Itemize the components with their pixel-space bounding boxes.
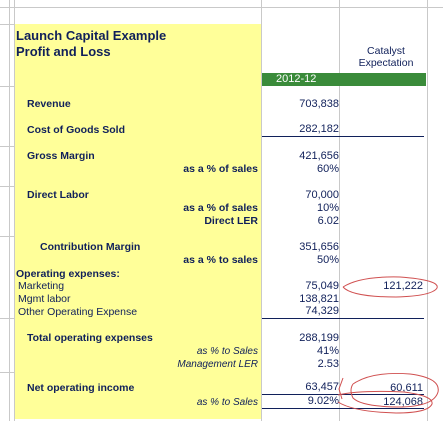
revenue-value[interactable]: 703,838 xyxy=(299,98,339,110)
catalyst-expectation-header xyxy=(345,45,427,69)
total-opex-pct-label[interactable]: as % to Sales xyxy=(196,346,258,357)
row-gridline xyxy=(0,86,14,87)
gross-margin-pct-label[interactable]: as a % of sales xyxy=(183,163,258,175)
direct-labor-pct-value[interactable]: 10% xyxy=(316,202,339,214)
row-gridline xyxy=(0,236,14,237)
direct-labor-label[interactable]: Direct Labor xyxy=(27,189,89,201)
mgmt-ler-label[interactable]: Management LER xyxy=(177,359,258,370)
cogs-value[interactable]: 282,182 xyxy=(262,123,424,137)
contribution-pct-value[interactable]: 50% xyxy=(316,254,339,266)
report-title xyxy=(16,28,166,60)
contribution-margin-label[interactable]: Contribution Margin xyxy=(40,241,141,253)
row-gridline xyxy=(0,186,14,187)
row-gridline xyxy=(0,24,14,25)
other-opex-value[interactable]: 74,329 xyxy=(262,305,424,319)
gross-margin-pct-value[interactable]: 60% xyxy=(316,163,339,175)
direct-labor-value[interactable]: 70,000 xyxy=(305,189,339,201)
cogs-label[interactable]: Cost of Goods Sold xyxy=(27,124,125,136)
company-name: Launch Capital Example xyxy=(16,28,167,43)
period-header-cell[interactable]: 2012-12 xyxy=(262,73,426,86)
contribution-margin-value[interactable]: 351,656 xyxy=(299,241,339,253)
marketing-label[interactable]: Marketing xyxy=(18,280,65,292)
column-gridline xyxy=(9,0,10,421)
contribution-pct-label[interactable]: as a % to sales xyxy=(183,254,258,266)
statement-name: Profit and Loss xyxy=(16,44,111,59)
net-income-label[interactable]: Net operating income xyxy=(27,382,135,394)
mgmt-labor-label[interactable]: Mgmt labor xyxy=(18,293,71,305)
mgmt-ler-value[interactable]: 2.53 xyxy=(317,358,339,370)
net-income-value[interactable]: 63,457 xyxy=(262,381,424,395)
column-gridline xyxy=(427,0,428,421)
total-opex-value[interactable]: 288,199 xyxy=(299,332,339,344)
operating-expenses-header[interactable]: Operating expenses: xyxy=(16,268,120,280)
gross-margin-label[interactable]: Gross Margin xyxy=(27,150,95,162)
mgmt-labor-value[interactable]: 138,821 xyxy=(299,293,339,305)
marketing-expectation-value[interactable]: 121,222 xyxy=(383,280,423,292)
top-row-strip xyxy=(0,0,443,8)
catalyst-header-line1: Catalyst xyxy=(367,45,405,57)
marketing-value[interactable]: 75,049 xyxy=(305,280,339,292)
net-income-pct-value[interactable]: 9.02% xyxy=(262,395,424,409)
column-gridline xyxy=(14,0,15,421)
catalyst-header-line2: Expectation xyxy=(358,57,414,69)
direct-ler-value[interactable]: 6.02 xyxy=(317,215,339,227)
row-gridline xyxy=(0,318,14,319)
column-gridline xyxy=(339,0,340,421)
row-gridline xyxy=(0,372,14,373)
row-gridline xyxy=(0,146,14,147)
direct-ler-label[interactable]: Direct LER xyxy=(204,215,258,227)
total-opex-pct-value[interactable]: 41% xyxy=(316,345,339,357)
net-income-pct-expectation-value[interactable]: 124,068 xyxy=(383,396,423,408)
revenue-label[interactable]: Revenue xyxy=(27,98,71,110)
net-income-expectation-value[interactable]: 60,611 xyxy=(390,382,423,394)
direct-labor-pct-label[interactable]: as a % of sales xyxy=(183,202,258,214)
gross-margin-value[interactable]: 421,656 xyxy=(299,150,339,162)
total-opex-label[interactable]: Total operating expenses xyxy=(27,332,153,344)
net-income-pct-label[interactable]: as % to Sales xyxy=(196,397,258,408)
other-opex-label[interactable]: Other Operating Expense xyxy=(18,306,138,318)
